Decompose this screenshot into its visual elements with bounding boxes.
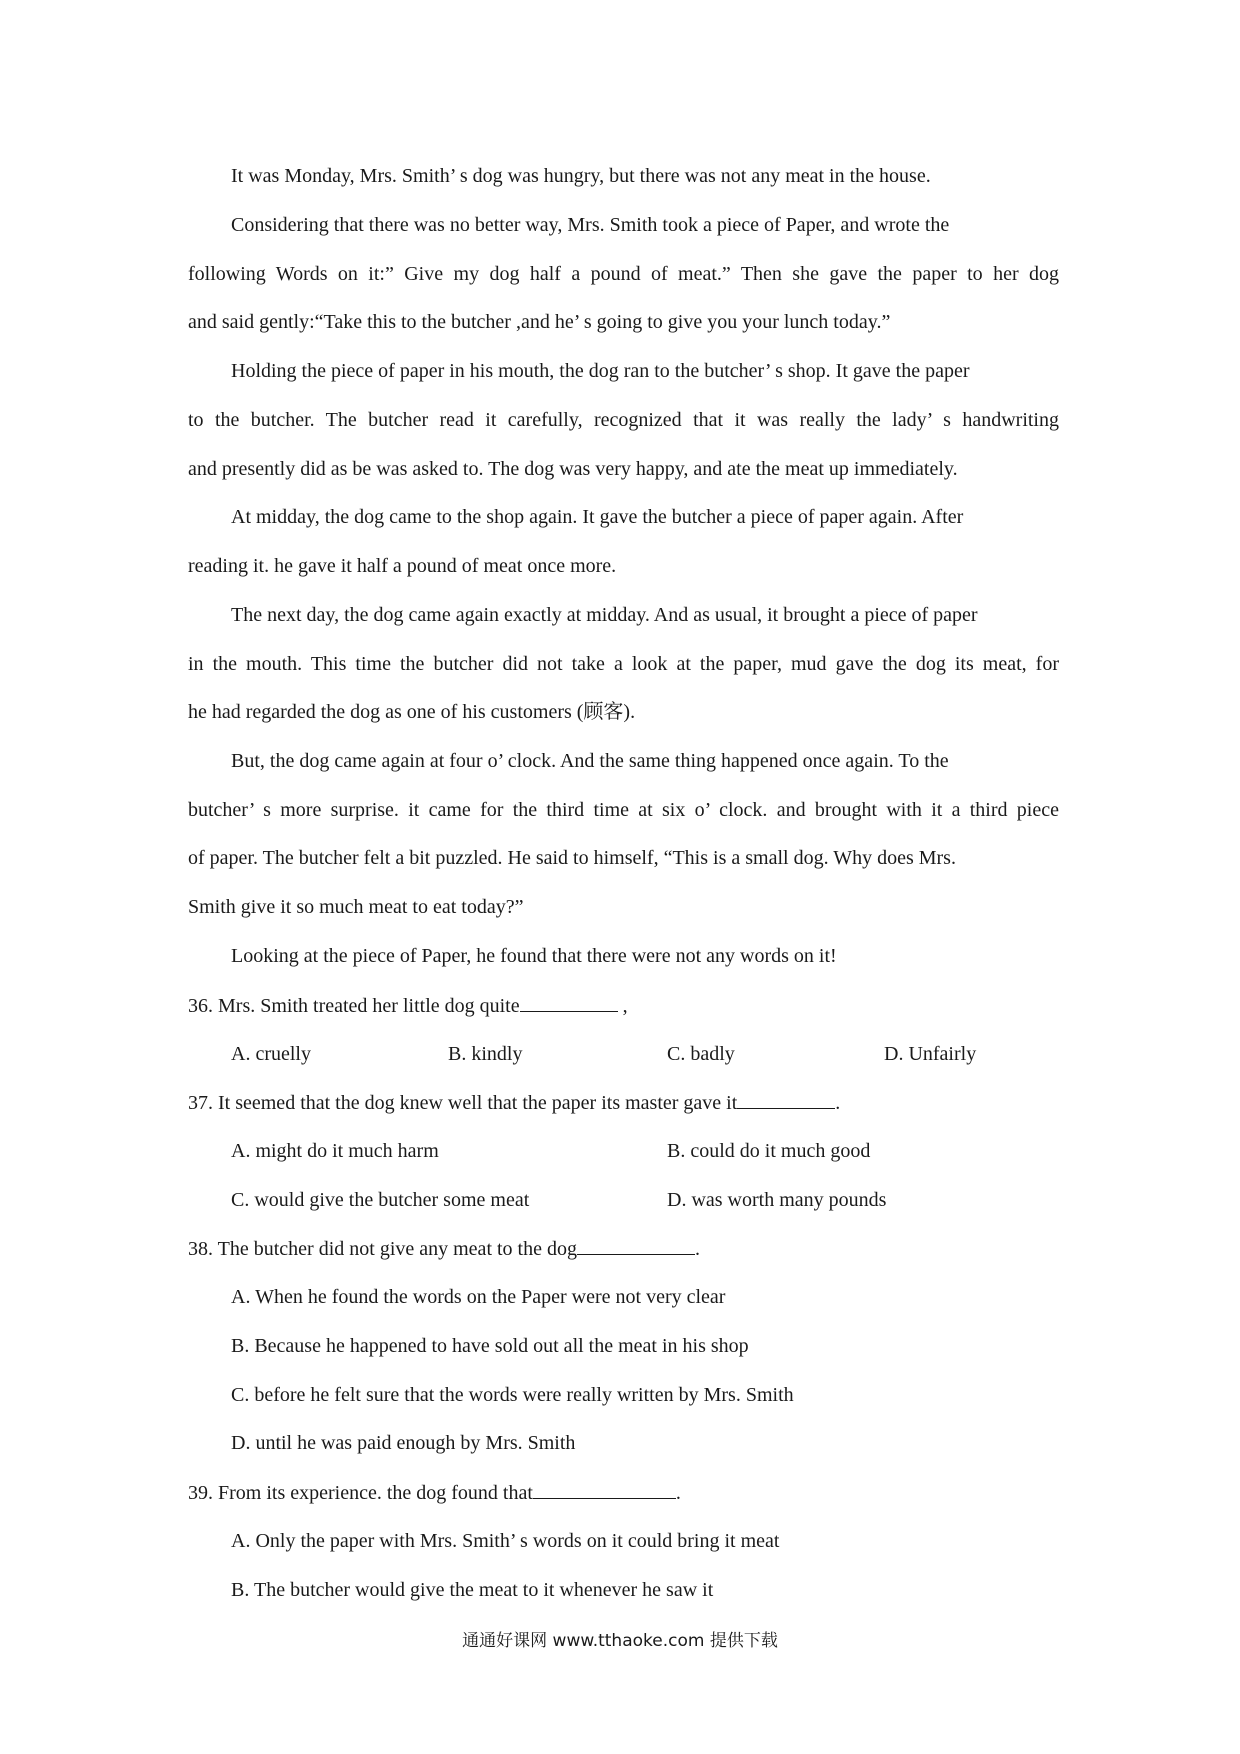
option-a: A. When he found the words on the Paper were not very clear [231,1286,726,1308]
answer-blank [737,1090,835,1109]
passage-line: he had regarded the dog as one of his customers (顾客). [188,701,636,723]
passage-line: The next day, the dog came again exactly at midday. And as usual, it brought a piece of paper [231,604,978,626]
passage-line: following Words on it:” Give my dog half a pound of meat.” Then she gave the paper to her dog [188,263,1059,285]
passage-line: to the butcher. The butcher read it carefully, recognized that it was really the lady’ s handwriting [188,409,1059,431]
option-d: D. until he was paid enough by Mrs. Smith [231,1432,576,1454]
question-39-stem [188,1480,681,1505]
question-38-stem [188,1236,700,1261]
passage-line: But, the dog came again at four o’ clock. And the same thing happened once again. To the [231,750,949,772]
question-text: 36. Mrs. Smith treated her little dog quite [188,995,520,1017]
question-text: 37. It seemed that the dog knew well that the paper its master gave it [188,1092,738,1114]
passage-line: Smith give it so much meat to eat today?” [188,896,524,918]
question-text: 39. From its experience. the dog found that [188,1482,533,1504]
option-d: D. was worth many pounds [667,1189,887,1211]
answer-blank [533,1480,676,1499]
option-d: D. Unfairly [884,1043,977,1065]
passage-line: reading it. he gave it half a pound of meat once more. [188,555,617,577]
passage-line: At midday, the dog came to the shop again. It gave the butcher a piece of paper again. After [231,506,964,528]
option-b: B. Because he happened to have sold out all the meat in his shop [231,1335,749,1357]
passage-line: It was Monday, Mrs. Smith’ s dog was hungry, but there was not any meat in the house. [231,165,931,187]
answer-blank [577,1236,695,1255]
question-punct: , [617,995,628,1017]
passage-line: Holding the piece of paper in his mouth, the dog ran to the butcher’ s shop. It gave the paper [231,360,970,382]
option-b: B. kindly [448,1043,523,1065]
question-punct: . [675,1482,681,1504]
answer-blank [520,993,618,1012]
option-b: B. could do it much good [667,1140,871,1162]
option-c: C. badly [667,1043,735,1065]
question-text: 38. The butcher did not give any meat to the dog [188,1238,577,1260]
question-punct: . [694,1238,700,1260]
option-c: C. before he felt sure that the words were really written by Mrs. Smith [231,1384,794,1406]
page-footer: 通通好课网 www.tthaoke.com 提供下载 [462,1631,778,1651]
passage-line: in the mouth. This time the butcher did not take a look at the paper, mud gave the dog its meat, for [188,653,1059,675]
option-a: A. might do it much harm [231,1140,439,1162]
passage-line: Considering that there was no better way, Mrs. Smith took a piece of Paper, and wrote the [231,214,950,236]
question-37-stem [188,1090,840,1115]
option-b: B. The butcher would give the meat to it whenever he saw it [231,1579,714,1601]
question-36-stem [188,993,628,1018]
option-a: A. cruelly [231,1043,311,1065]
passage-line: of paper. The butcher felt a bit puzzled. He said to himself, “This is a small dog. Why does Mrs. [188,847,956,869]
option-a: A. Only the paper with Mrs. Smith’ s words on it could bring it meat [231,1530,780,1552]
passage-line: and said gently:“Take this to the butcher ,and he’ s going to give you your lunch today.” [188,311,891,333]
passage-line: Looking at the piece of Paper, he found that there were not any words on it! [231,945,837,967]
option-c: C. would give the butcher some meat [231,1189,530,1211]
passage-line: butcher’ s more surprise. it came for the third time at six o’ clock. and brought with it a third piece [188,799,1059,821]
question-punct: . [835,1092,841,1114]
passage-line: and presently did as be was asked to. The dog was very happy, and ate the meat up immediately. [188,458,958,480]
